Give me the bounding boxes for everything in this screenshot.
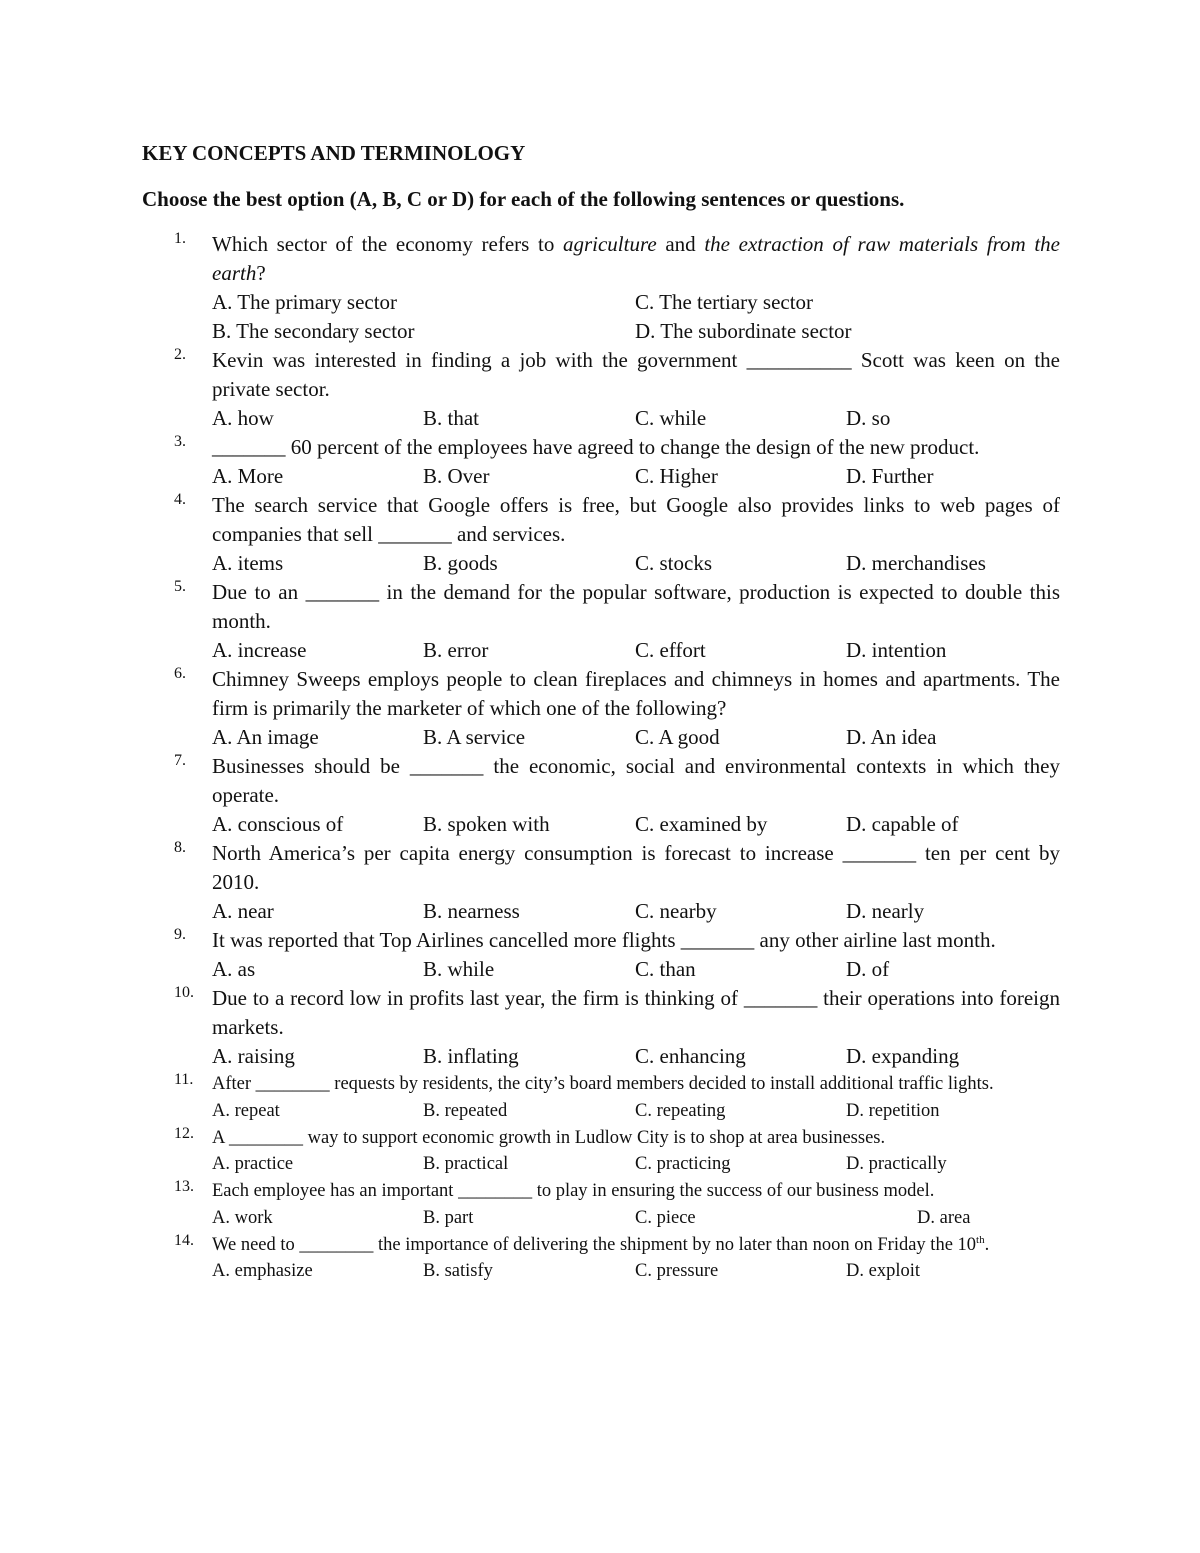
option-c[interactable]: C. pressure: [635, 1261, 719, 1281]
option-row: [212, 1151, 1060, 1178]
question-text: We need to ________ the importance of delivering the shipment by no later than noon on Friday the 10th.: [212, 1233, 990, 1255]
question-6: [174, 665, 1060, 752]
question-number: 13.: [174, 1178, 194, 1195]
question-number: 4.: [174, 491, 186, 508]
option-a[interactable]: A. as: [212, 957, 256, 981]
option-b[interactable]: B. part: [423, 1207, 474, 1228]
question-10: [174, 984, 1060, 1071]
option-a[interactable]: A. An image: [212, 725, 319, 749]
option-b[interactable]: B. goods: [423, 551, 498, 575]
option-d[interactable]: D. intention: [846, 638, 947, 662]
question-number: 2.: [174, 346, 186, 363]
option-d[interactable]: D. repetition: [846, 1100, 940, 1121]
question-number: 11.: [174, 1071, 194, 1088]
option-d[interactable]: D. Further: [846, 464, 934, 488]
option-a[interactable]: A. repeat: [212, 1100, 280, 1121]
option-a[interactable]: A. raising: [212, 1044, 295, 1068]
option-a[interactable]: A. conscious of: [212, 812, 344, 836]
option-b[interactable]: B. A service: [423, 725, 526, 749]
option-d[interactable]: D. nearly: [846, 899, 925, 923]
option-row: [212, 723, 1060, 752]
question-9: [174, 926, 1060, 984]
option-a[interactable]: A. emphasize: [212, 1261, 313, 1281]
question-5: [174, 578, 1060, 665]
question-text: It was reported that Top Airlines cancelled more flights _______ any other airline last month.: [212, 928, 996, 952]
question-text: Kevin was interested in finding a job with the government __________ Scott was keen on the private sector.: [212, 348, 1060, 401]
question-text: _______ 60 percent of the employees have agreed to change the design of the new product.: [212, 435, 980, 459]
option-a[interactable]: A. near: [212, 899, 274, 923]
option-row: [212, 317, 1060, 346]
option-b[interactable]: B. while: [423, 957, 495, 981]
option-c[interactable]: C. than: [635, 957, 696, 981]
question-text: The search service that Google offers is free, but Google also provides links to web pages of companies that sell _______ and services.: [212, 493, 1060, 546]
option-b[interactable]: B. error: [423, 638, 489, 662]
option-b[interactable]: B. nearness: [423, 899, 520, 923]
option-a[interactable]: A. More: [212, 464, 284, 488]
question-number: 14.: [174, 1231, 194, 1249]
option-b[interactable]: B. practical: [423, 1154, 509, 1174]
question-text: Due to a record low in profits last year, the firm is thinking of _______ their operations into foreign markets.: [212, 986, 1060, 1039]
option-c[interactable]: C. piece: [635, 1207, 696, 1228]
question-text: Due to an _______ in the demand for the popular software, production is expected to double this month.: [212, 580, 1060, 633]
question-text: Which sector of the economy refers to agriculture and the extraction of raw materials from the earth?: [212, 232, 1060, 285]
option-row: [212, 549, 1060, 578]
question-7: [174, 752, 1060, 839]
question-text: North America’s per capita energy consumption is forecast to increase _______ ten per cent by 2010.: [212, 841, 1060, 894]
instructions: Choose the best option (A, B, C or D) for each of the following sentences or questions.: [142, 187, 905, 211]
option-row: [212, 955, 1060, 984]
question-text: Businesses should be _______ the economic, social and environmental contexts in which they operate.: [212, 754, 1060, 807]
option-d[interactable]: D. of: [846, 957, 890, 981]
option-c[interactable]: C. stocks: [635, 551, 713, 575]
question-text: A ________ way to support economic growth in Ludlow City is to shop at area businesses.: [212, 1127, 886, 1148]
option-a[interactable]: A. practice: [212, 1154, 294, 1174]
option-c[interactable]: C. A good: [635, 725, 720, 749]
option-d[interactable]: D. area: [917, 1207, 971, 1228]
option-a[interactable]: A. items: [212, 551, 284, 575]
option-b[interactable]: B. The secondary sector: [212, 319, 415, 343]
option-c[interactable]: C. practicing: [635, 1154, 731, 1174]
option-c[interactable]: C. The tertiary sector: [635, 290, 814, 314]
question-text: Chimney Sweeps employs people to clean fireplaces and chimneys in homes and apartments. The firm is primarily the marketer of which one of the following?: [212, 667, 1060, 720]
question-number: 12.: [174, 1124, 194, 1142]
option-d[interactable]: D. capable of: [846, 812, 959, 836]
question-number: 7.: [174, 752, 186, 769]
question-number: 9.: [174, 926, 186, 943]
option-c[interactable]: C. while: [635, 406, 707, 430]
question-number: 5.: [174, 578, 186, 595]
option-c[interactable]: C. effort: [635, 638, 706, 662]
question-14: [174, 1232, 1060, 1286]
page-title: KEY CONCEPTS AND TERMINOLOGY: [142, 141, 526, 165]
option-row: [212, 1098, 1060, 1125]
question-2: [174, 346, 1060, 433]
option-b[interactable]: B. inflating: [423, 1044, 519, 1068]
option-d[interactable]: D. exploit: [846, 1261, 920, 1281]
option-d[interactable]: D. practically: [846, 1154, 947, 1174]
option-d[interactable]: D. expanding: [846, 1044, 960, 1068]
option-row: [212, 288, 1060, 317]
question-number: 1.: [174, 230, 186, 247]
question-number: 6.: [174, 665, 186, 682]
option-c[interactable]: C. enhancing: [635, 1044, 746, 1068]
question-number: 3.: [174, 433, 186, 450]
option-row: [212, 1258, 1060, 1285]
question-number: 8.: [174, 839, 186, 856]
question-number: 10.: [174, 984, 194, 1001]
option-row: [212, 1042, 1060, 1071]
question-text: Each employee has an important ________ to play in ensuring the success of our business model.: [212, 1181, 935, 1201]
question-11: [174, 1071, 1060, 1125]
question-8: [174, 839, 1060, 926]
option-b[interactable]: B. satisfy: [423, 1261, 493, 1281]
option-c[interactable]: C. repeating: [635, 1100, 726, 1121]
option-b[interactable]: B. repeated: [423, 1100, 508, 1121]
option-row: [212, 897, 1060, 926]
option-row: [212, 1205, 1060, 1232]
question-12: [174, 1125, 1060, 1179]
option-a[interactable]: A. work: [212, 1207, 273, 1228]
option-d[interactable]: D. merchandises: [846, 551, 986, 575]
option-c[interactable]: C. nearby: [635, 899, 717, 923]
option-b[interactable]: B. Over: [423, 464, 490, 488]
option-b[interactable]: B. that: [423, 406, 479, 430]
option-d[interactable]: D. The subordinate sector: [635, 319, 852, 343]
option-d[interactable]: D. An idea: [846, 725, 937, 749]
option-a[interactable]: A. increase: [212, 638, 307, 662]
option-row: [212, 462, 1060, 491]
option-c[interactable]: C. examined by: [635, 812, 768, 836]
option-a[interactable]: A. The primary sector: [212, 290, 398, 314]
option-a[interactable]: A. how: [212, 406, 274, 430]
option-row: [212, 404, 1060, 433]
question-3: [174, 433, 1060, 491]
option-d[interactable]: D. so: [846, 406, 891, 430]
option-b[interactable]: B. spoken with: [423, 812, 550, 836]
question-1: [174, 230, 1060, 346]
option-c[interactable]: C. Higher: [635, 464, 718, 488]
option-row: [212, 636, 1060, 665]
option-row: [212, 810, 1060, 839]
question-list: [174, 230, 1060, 1285]
question-text: After ________ requests by residents, the city’s board members decided to install additional traffic lights.: [212, 1074, 994, 1094]
question-13: [174, 1178, 1060, 1232]
question-4: [174, 491, 1060, 578]
